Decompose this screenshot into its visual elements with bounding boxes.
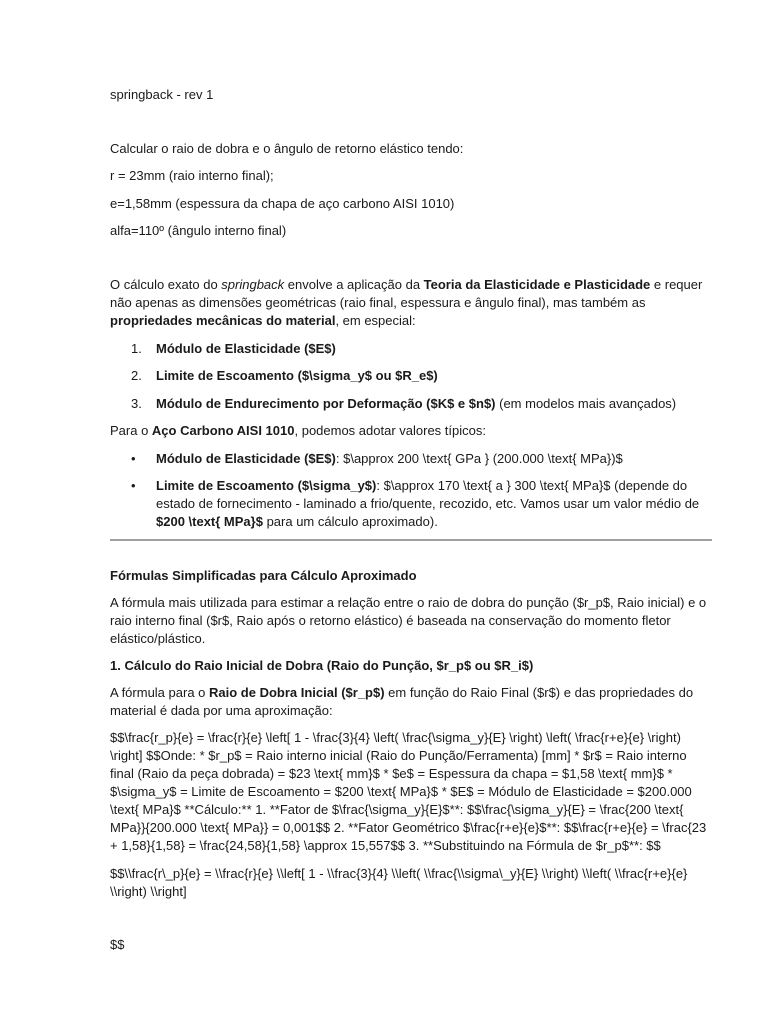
given-angle: alfa=110º (ângulo interno final) (110, 223, 287, 238)
paragraph-initial-radius: A fórmula para o Raio de Dobra Inicial ($r_p$) em função do Raio Final ($r$) e das propriedades do material é dada por uma aproximação: (110, 685, 694, 718)
list-number: 3. (131, 396, 142, 411)
bullet-icon: • (131, 451, 136, 466)
document-title: springback - rev 1 (110, 87, 214, 102)
subsection-heading: 1. Cálculo do Raio Inicial de Dobra (Raio do Punção, $r_p$ ou $R_i$) (110, 658, 534, 673)
list-number: 1. (131, 341, 142, 356)
bullet-item: Módulo de Elasticidade ($E$): $\approx 200 \text{ GPa } (200.000 \text{ MPa})$ (156, 451, 623, 466)
intro-text: Calcular o raio de dobra e o ângulo de retorno elástico tendo: (110, 141, 464, 156)
section-heading: Fórmulas Simplificadas para Cálculo Aproximado (110, 568, 417, 583)
given-radius: r = 23mm (raio interno final); (110, 168, 274, 183)
horizontal-rule (110, 539, 712, 541)
list-item: Limite de Escoamento ($\sigma_y$ ou $R_e$) (156, 368, 438, 383)
list-item: Módulo de Endurecimento por Deformação ($K$ e $n$) (em modelos mais avançados) (156, 396, 677, 411)
bullet-item: Limite de Escoamento ($\sigma_y$): $\approx 170 \text{ a } 300 \text{ MPa}$ (depende do estado de fornecimento - laminado a frio/quente, recozido, etc. Vamos usar um valor médio de $200 \text{ MPa}$ para um cálculo aproximado). (156, 478, 700, 529)
paragraph-latex-calculation: $$\frac{r_p}{e} = \frac{r}{e} \left[ 1 - \frac{3}{4} \left( \frac{\sigma_y}{E} \right) \left( \frac{r+e}{e} \right) \right] $$Onde: * $r_p$ = Raio interno inicial (Raio do Punção/Ferramenta) [mm] * $r$ = Raio interno final (Raio da peça dobrada) = $23 \text{ mm}$ * $e$ = Espessura da chapa = $1,58 \text{ mm}$ * $\sigma_y$ = Limite de Escoamento = $200 \text{ MPa}$ * $E$ = Módulo de Elasticidade = $200.000 \text{ MPa}$ **Cálculo:** 1. **Fator de $\frac{\sigma_y}{E}$**: $$\frac{\sigma_y}{E} = \frac{200 \text{ MPa}}{200.000 \text{ MPa}} = 0,001$$ 2. **Fator Geométrico $\frac{r+e}{e}$**: $$\frac{r+e}{e} = \frac{23 + 1,58}{1,58} = \frac{24,58}{1,58} \approx 15,557$$ 3. **Substituindo na Fórmula de $r_p$**: $$ (110, 730, 707, 853)
paragraph-latex-end: $$ (110, 937, 125, 952)
bullet-icon: • (131, 478, 136, 493)
paragraph-steel: Para o Aço Carbono AISI 1010, podemos adotar valores típicos: (110, 423, 486, 438)
list-item: Módulo de Elasticidade ($E$) (156, 341, 336, 356)
given-thickness: e=1,58mm (espessura da chapa de aço carbono AISI 1010) (110, 196, 455, 211)
list-number: 2. (131, 368, 142, 383)
paragraph-springback: O cálculo exato do springback envolve a aplicação da Teoria da Elasticidade e Plasticidade e requer não apenas as dimensões geométricas (raio final, espessura e ângulo final), mas também as propriedades mecânicas do material, em especial: (110, 277, 703, 328)
paragraph-formula-intro: A fórmula mais utilizada para estimar a relação entre o raio de dobra do punção ($r_p$, Raio inicial) e o raio interno final ($r$, Raio após o retorno elástico) é baseada na conservação do momento fletor elástico/plástico. (110, 595, 707, 646)
paragraph-latex-formula: $$\\frac{r\_p}{e} = \\frac{r}{e} \\left[ 1 - \\frac{3}{4} \\left( \\frac{\\sigma\_y}{E} \\right) \\left( \\frac{r+e}{e} \\right) \\right] (110, 866, 688, 899)
